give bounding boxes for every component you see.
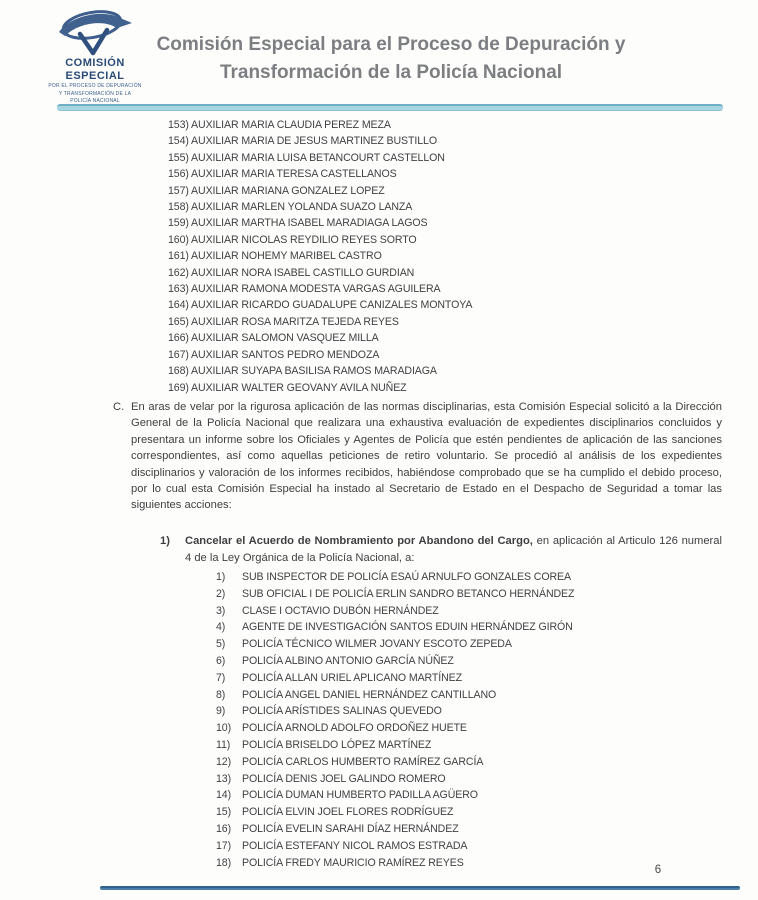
list-item: [216, 670, 736, 687]
list-item-text: 155) AUXILIAR MARIA LUISA BETANCOURT CASTELLON: [168, 151, 445, 164]
list-item: [216, 653, 736, 670]
officers-list: [216, 569, 736, 871]
logo-subtext-line3: POLICÍA NACIONAL: [70, 98, 120, 104]
list-item: [168, 117, 708, 133]
list-item-text: POLICÍA ALBINO ANTONIO GARCÍA NÚÑEZ: [242, 654, 454, 667]
list-item-number: 9): [216, 705, 226, 718]
list-item: [168, 232, 708, 248]
list-item-text: CLASE I OCTAVIO DUBÓN HERNÁNDEZ: [242, 604, 439, 617]
list-item: [168, 314, 708, 330]
page-number: 6: [654, 864, 662, 876]
commission-logo: [45, 6, 145, 105]
list-item-text: POLICÍA ARNOLD ADOLFO ORDOÑEZ HUETE: [242, 722, 467, 735]
list-item: [168, 380, 708, 396]
list-item: [216, 821, 736, 838]
list-item: [216, 804, 736, 821]
logo-subtext-line2: Y TRANSFORMACIÓN DE LA: [58, 90, 132, 97]
list-item-number: 3): [216, 604, 226, 617]
list-item-number: 8): [216, 688, 226, 701]
list-item-number: 10): [216, 722, 232, 735]
list-item-number: 18): [216, 856, 232, 869]
list-item-text: POLICÍA ANGEL DANIEL HERNÁNDEZ CANTILLANO: [242, 688, 497, 701]
action-item-1: [160, 533, 722, 567]
list-item: [168, 281, 708, 297]
list-item-text: 167) AUXILIAR SANTOS PEDRO MENDOZA: [168, 348, 380, 361]
footer-divider-rule: [100, 886, 740, 890]
section-c: [113, 399, 722, 514]
list-item: [168, 330, 708, 346]
list-item-number: 17): [216, 839, 232, 852]
logo-subtext-line1: POR EL PROCESO DE DEPURACIÓN: [48, 83, 142, 89]
list-item-text: POLICÍA EVELIN SARAHI DÍAZ HERNÁNDEZ: [242, 822, 459, 835]
list-item-text: 161) AUXILIAR NOHEMY MARIBEL CASTRO: [168, 250, 382, 263]
document-title-line2: Transformación de la Policía Nacional: [219, 61, 563, 83]
list-item-text: 159) AUXILIAR MARTHA ISABEL MARADIAGA LAGOS: [168, 217, 428, 230]
list-item-text: 165) AUXILIAR ROSA MARITZA TEJEDA REYES: [168, 315, 399, 328]
list-item-number: 11): [216, 738, 231, 751]
list-item-text: 166) AUXILIAR SALOMON VASQUEZ MILLA: [168, 332, 379, 345]
list-item-text: 164) AUXILIAR RICARDO GUADALUPE CANIZALES MONTOYA: [168, 299, 473, 312]
list-item: [216, 569, 736, 586]
list-item: [168, 150, 708, 166]
list-item: [168, 297, 708, 313]
list-item-text: POLICÍA CARLOS HUMBERTO RAMÍREZ GARCÍA: [242, 755, 484, 768]
section-c-paragraph: En aras de velar por la rigurosa aplicación de las normas disciplinarias, esta Comisión Especial solicitó a la Dirección General de la Policía Nacional que realizara una exhaustiva evaluación de expedientes disciplinarios concluidos y presentara un informe sobre los Oficiales y Agentes de Policía que estén pendientes de aplicación de las sanciones correspondientes, así como aquellas peticiones de retiro voluntario. Se procedió al análisis de los expedientes disciplinarios y valoración de los informes recibidos, habiéndose comprobado que se ha cumplido el debido proceso, por lo cual esta Comisión Especial ha instado al Secretario de Estado en el Despacho de Seguridad a tomar las siguientes acciones:: [131, 401, 722, 512]
list-item-text: 154) AUXILIAR MARIA DE JESUS MARTINEZ BUSTILLO: [168, 135, 437, 148]
list-item-number: 1): [216, 571, 226, 583]
action-item-number: 1): [160, 535, 170, 547]
list-item-text: 160) AUXILIAR NICOLAS REYDILIO REYES SORTO: [168, 233, 417, 246]
list-item-text: AGENTE DE INVESTIGACIÓN SANTOS EDUIN HERNÁNDEZ GIRÓN: [242, 621, 573, 634]
list-item: [216, 787, 736, 804]
list-item-text: 169) AUXILIAR WALTER GEOVANY AVILA NUÑEZ: [168, 381, 407, 394]
list-item: [216, 771, 736, 788]
list-item-text: 157) AUXILIAR MARIANA GONZALEZ LOPEZ: [168, 184, 385, 197]
list-item-number: 12): [216, 755, 232, 768]
document-title: [145, 31, 637, 86]
list-item-text: 162) AUXILIAR NORA ISABEL CASTILLO GURDIAN: [168, 266, 415, 279]
list-item-text: 156) AUXILIAR MARIA TERESA CASTELLANOS: [168, 168, 397, 181]
list-item-text: POLICÍA ARÍSTIDES SALINAS QUEVEDO: [242, 705, 442, 718]
list-item: [168, 363, 708, 379]
list-item: [168, 183, 708, 199]
logo-name-line1: COMISIÓN: [65, 57, 125, 69]
list-item-text: 158) AUXILIAR MARLEN YOLANDA SUAZO LANZA: [168, 201, 413, 214]
list-item-number: 16): [216, 822, 232, 835]
list-item: [216, 619, 736, 636]
list-item-number: 14): [216, 789, 232, 802]
list-item-text: SUB INSPECTOR DE POLICÍA ESAÚ ARNULFO GONZALES COREA: [242, 571, 571, 583]
logo-name-line2: ESPECIAL: [65, 70, 125, 82]
list-item: [168, 199, 708, 215]
list-item-number: 6): [216, 654, 226, 667]
list-item-number: 15): [216, 806, 232, 819]
list-item-text: POLICÍA FREDY MAURICIO RAMÍREZ REYES: [242, 856, 464, 869]
list-item: [168, 133, 708, 149]
list-item: [216, 687, 736, 704]
list-item-number: 13): [216, 772, 232, 785]
list-item: [216, 720, 736, 737]
list-item-text: 163) AUXILIAR RAMONA MODESTA VARGAS AGUILERA: [168, 283, 441, 296]
action-item-rest-text: en aplicación al Articulo 126 numeral 4 de la Ley Orgánica de la Policía Nacional, a:: [185, 535, 722, 564]
list-item-text: POLICÍA ALLAN URIEL APLICANO MARTÍNEZ: [242, 671, 463, 684]
commission-emblem-icon: [54, 6, 136, 56]
document-title-line1: Comisión Especial para el Proceso de Depuración y: [156, 34, 626, 55]
list-item: [216, 636, 736, 653]
list-item: [216, 737, 736, 754]
action-item-bold-text: Cancelar el Acuerdo de Nombramiento por Abandono del Cargo,: [185, 535, 533, 547]
list-item: [168, 166, 708, 182]
list-item: [216, 754, 736, 771]
action-item-text: [185, 533, 722, 567]
list-item: [168, 248, 708, 264]
list-item-number: 5): [216, 638, 226, 651]
list-item: [216, 703, 736, 720]
list-item: [216, 586, 736, 603]
list-item-text: POLICÍA DENIS JOEL GALINDO ROMERO: [242, 772, 446, 785]
list-item-text: POLICÍA DUMAN HUMBERTO PADILLA AGÜERO: [242, 789, 478, 802]
list-item-text: 153) AUXILIAR MARIA CLAUDIA PEREZ MEZA: [168, 119, 391, 131]
list-item-text: POLICÍA BRISELDO LÓPEZ MARTÍNEZ: [242, 738, 432, 751]
list-item-text: POLICÍA ELVIN JOEL FLORES RODRÍGUEZ: [242, 806, 454, 819]
list-item-number: 4): [216, 621, 226, 634]
list-item-number: 7): [216, 671, 226, 684]
section-c-label: C.: [113, 401, 125, 413]
list-item-text: SUB OFICIAL I DE POLICÍA ERLIN SANDRO BETANCO HERNÁNDEZ: [242, 587, 575, 600]
list-item-number: 2): [216, 587, 226, 600]
header-divider-rule: [57, 104, 723, 111]
list-item: [168, 215, 708, 231]
auxiliar-list: [168, 117, 708, 396]
list-item: [216, 603, 736, 620]
list-item-text: POLICÍA ESTEFANY NICOL RAMOS ESTRADA: [242, 839, 468, 852]
list-item-text: POLICÍA TÉCNICO WILMER JOVANY ESCOTO ZEPEDA: [242, 638, 512, 651]
list-item-text: 168) AUXILIAR SUYAPA BASILISA RAMOS MARADIAGA: [168, 365, 437, 378]
list-item: [168, 347, 708, 363]
list-item: [168, 265, 708, 281]
list-item: [216, 838, 736, 855]
